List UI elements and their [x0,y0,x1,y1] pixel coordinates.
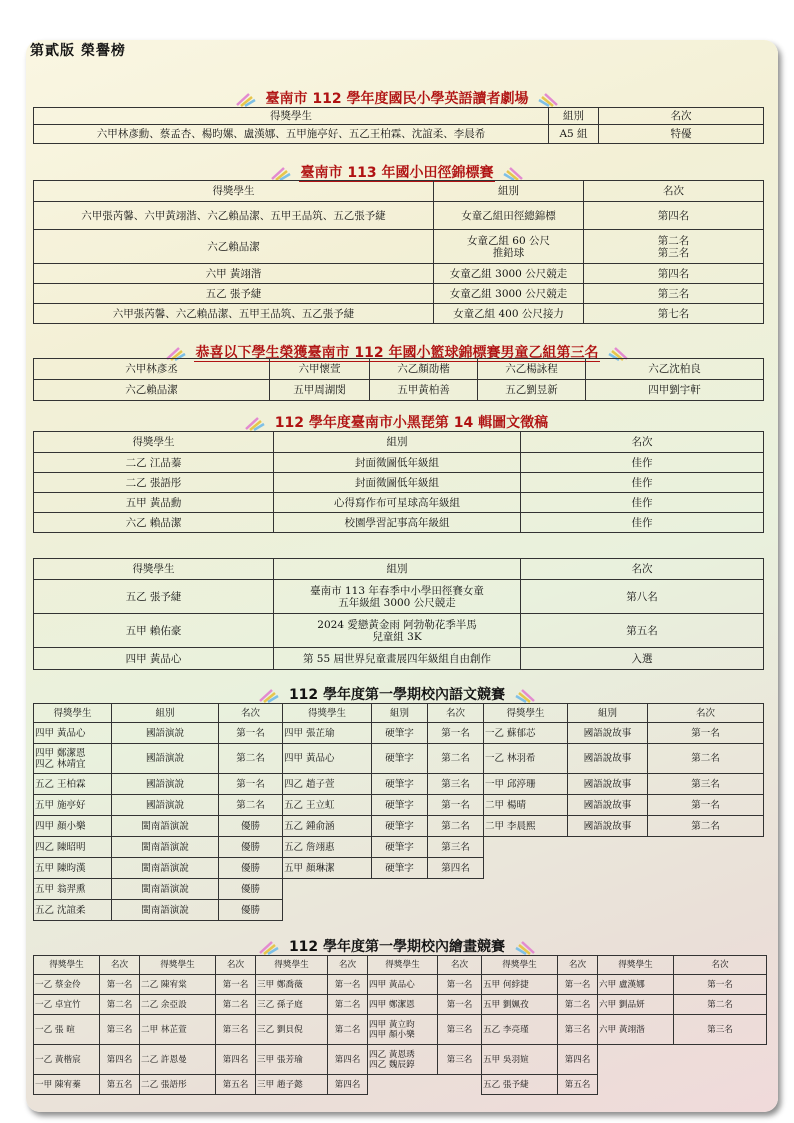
table-cell: 六甲 黃翊湝 [34,264,434,284]
table-cell: 四乙 黃恩琇 四乙 魏辰錞 [368,1045,438,1075]
table-cell: 硬筆字 [372,858,428,879]
header-cell: 組別 [568,704,648,723]
drawing-contest-table [33,955,767,1095]
table-cell: 六甲 盧漢娜 [598,975,674,995]
table-cell: 第二名 [328,995,368,1015]
table-cell: A5 組 [549,125,599,144]
table-cell: 第八名 [521,580,764,614]
table-cell: 四乙 趙子萱 [283,774,372,795]
table-cell: 四甲 黃品心 [283,744,372,774]
header-cell: 名次 [558,956,598,975]
table-row [34,1015,767,1045]
table-cell: 第一名 [648,795,764,816]
header-cell: 組別 [372,704,428,723]
section-title-text: 臺南市 113 年國小田徑錦標賽 [300,165,494,181]
table-cell: 四甲 黃品心 [34,648,274,670]
table-cell: 第五名 [558,1075,598,1095]
table-cell: 第二名 [216,995,256,1015]
table-cell: 五甲 何綍捷 [482,975,558,995]
header-cell: 名次 [584,181,764,202]
table-cell: 二甲 楊晴 [484,795,568,816]
table-cell: 五甲 吳羽媗 [482,1045,558,1075]
table-cell [283,879,372,900]
table-row [34,795,764,816]
table-cell: 六甲 劉品妍 [598,995,674,1015]
header-cell: 得獎學生 [484,704,568,723]
table-cell: 閩南語演說 [112,837,219,858]
header-cell: 名次 [521,432,764,453]
table-cell: 佳作 [521,473,764,493]
header-cell: 得獎學生 [256,956,328,975]
table-cell: 四甲 黃品心 [34,723,112,744]
section-title-text: 112 學年度第一學期校內語文競賽 [288,687,506,703]
table-cell: 第一名 [100,975,140,995]
table-cell: 第五名 [216,1075,256,1095]
table-cell: 國語演說 [112,723,219,744]
flower-icon [500,165,524,181]
table-cell: 五甲周湖閔 [270,380,370,401]
misc-awards-table [33,558,764,670]
table-cell: 硬筆字 [372,744,428,774]
table-cell [648,837,764,858]
header-cell: 得獎學生 [34,704,112,723]
table-cell: 第一名 [438,995,482,1015]
header-cell: 得獎學生 [140,956,216,975]
table-cell [598,1075,674,1095]
table-cell: 第三名 [438,1045,482,1075]
table-cell: 二甲 李晨熙 [484,816,568,837]
flower-icon [235,91,259,107]
table-cell: 五乙 王立虹 [283,795,372,816]
table-cell [648,900,764,921]
section-title-text: 112 學年度臺南市小黑琵第 14 輯圖文徵稿 [274,415,549,431]
table-cell: 第一名 [219,723,283,744]
table-cell: 第二名 [558,995,598,1015]
header-cell: 得獎學生 [368,956,438,975]
table-row [34,858,764,879]
table-cell: 五乙 張予緁 [34,284,434,304]
table-row [34,995,767,1015]
table-cell [598,1045,674,1075]
table-cell: 閩南語演說 [112,816,219,837]
table-row [34,744,764,774]
table-cell: 第二名 [674,995,767,1015]
table-cell [484,900,568,921]
header-cell: 名次 [100,956,140,975]
table-cell: 一甲 邱渟珊 [484,774,568,795]
track-field-table [33,180,764,324]
header-cell: 名次 [521,559,764,580]
table-cell: 二甲 林芷萱 [140,1015,216,1045]
table-cell: 佳作 [521,513,764,533]
table-cell [648,879,764,900]
table-cell: 國語說故事 [568,744,648,774]
table-cell: 六乙 賴品潔 [34,513,274,533]
table-cell: 一乙 黃楷宸 [34,1045,100,1075]
table-cell: 第二名 [648,816,764,837]
table-cell: 第二名 [428,744,484,774]
table-header-row [34,432,764,453]
section-title-text: 112 學年度第一學期校內繪畫競賽 [288,939,506,955]
table-cell: 五乙 詹翊惠 [283,837,372,858]
table-row [34,580,764,614]
table-cell: 第一名 [328,975,368,995]
table-cell [568,837,648,858]
table-cell: 一乙 張 暄 [34,1015,100,1045]
table-cell: 佳作 [521,453,764,473]
header-cell: 名次 [216,956,256,975]
table-cell: 女童乙組 400 公尺接力 [434,304,584,324]
header-cell: 得獎學生 [34,108,549,125]
basketball-table [33,358,764,401]
table-cell [568,900,648,921]
table-cell: 第二名 [328,1015,368,1045]
flower-icon [258,939,282,955]
table-cell: 五甲 陳昀漢 [34,858,112,879]
table-cell: 第二名 [100,995,140,1015]
table-cell: 第二名 [648,744,764,774]
table-cell: 第二名 [219,744,283,774]
table-cell [568,879,648,900]
flower-icon [512,687,536,703]
table-cell: 五甲黃柏善 [370,380,478,401]
table-cell [484,858,568,879]
table-cell: 國語說故事 [568,795,648,816]
header-cell: 名次 [428,704,484,723]
header-cell: 得獎學生 [34,181,434,202]
header-cell: 得獎學生 [34,432,274,453]
section-title-drawing-contest [0,936,794,956]
table-cell: 五甲 翁羿熏 [34,879,112,900]
table-cell: 六甲林彥勳、蔡孟杏、楊昀嫘、盧漢娜、五甲施亭好、五乙王柏霖、沈誼柔、李晨希 [34,125,549,144]
table-cell: 六乙賴品潔 [34,230,434,264]
table-cell: 二乙 張語彤 [140,1075,216,1095]
table-row [34,202,764,230]
table-cell: 一乙 林羽希 [484,744,568,774]
table-cell [428,900,484,921]
table-cell: 硬筆字 [372,795,428,816]
table-cell: 硬筆字 [372,774,428,795]
table-cell [674,1045,767,1075]
table-cell: 第一名 [428,723,484,744]
table-cell: 六甲張芮馨、六甲黃翊湝、六乙賴品潔、五甲王品筑、五乙張予緁 [34,202,434,230]
table-cell: 女童乙組 3000 公尺競走 [434,284,584,304]
table-row [34,879,764,900]
table-row [34,1045,767,1075]
table-cell: 第四名 [584,264,764,284]
table-cell: 第三名 [216,1015,256,1045]
english-theatre-table [33,107,764,144]
page-header-title: 第貳版 榮譽榜 [30,43,126,59]
header-cell: 得獎學生 [598,956,674,975]
table-cell: 佳作 [521,493,764,513]
table-cell: 二乙 許恩曼 [140,1045,216,1075]
table-row [34,493,764,513]
table-row [34,513,764,533]
table-cell: 五甲 劉姵孜 [482,995,558,1015]
table-cell: 第四名 [558,1045,598,1075]
table-cell: 一乙 蔡金伶 [34,975,100,995]
header-cell: 組別 [274,432,521,453]
table-cell: 優勝 [219,879,283,900]
table-row [34,473,764,493]
flower-icon [270,165,294,181]
table-row [34,264,764,284]
header-cell: 名次 [219,704,283,723]
table-cell: 四甲 張芷瑜 [283,723,372,744]
section-title-text: 恭喜以下學生榮獲臺南市 112 年國小籃球錦標賽男童乙組第三名 [195,345,599,361]
table-cell: 六甲林彥丞 [34,359,270,380]
table-cell: 第五名 [100,1075,140,1095]
table-cell: 第三名 [558,1015,598,1045]
table-cell: 五乙 沈誼柔 [34,900,112,921]
section-title-text: 臺南市 112 學年度國民小學英語讀者劇場 [265,91,529,107]
table-cell: 四甲劉宇軒 [586,380,764,401]
table-cell: 五乙 李亮瑾 [482,1015,558,1045]
table-cell: 特優 [599,125,764,144]
header-cell: 名次 [648,704,764,723]
table-cell: 第一名 [216,975,256,995]
table-cell: 第四名 [428,858,484,879]
table-cell: 六甲懷萱 [270,359,370,380]
table-cell [428,879,484,900]
table-cell [568,858,648,879]
table-row [34,816,764,837]
table-cell: 第一名 [558,975,598,995]
table-cell: 校園學習記事高年級組 [274,513,521,533]
table-cell: 硬筆字 [372,837,428,858]
table-cell: 四甲 鄭潔恩 [368,995,438,1015]
table-row [34,723,764,744]
table-cell: 第四名 [584,202,764,230]
table-header-row [34,559,764,580]
table-cell: 第三名 [428,774,484,795]
header-cell: 得獎學生 [482,956,558,975]
table-row [34,648,764,670]
table-cell: 二乙 陳宥棠 [140,975,216,995]
table-cell: 三甲 鄭喬薇 [256,975,328,995]
spoonbill-table [33,431,764,533]
table-row [34,614,764,648]
table-cell: 三甲 趙子懿 [256,1075,328,1095]
table-cell: 六甲 黃翊湝 [598,1015,674,1045]
table-cell: 四甲 黃品心 [368,975,438,995]
table-row [34,304,764,324]
table-cell: 第一名 [438,975,482,995]
table-row [34,125,764,144]
table-cell: 優勝 [219,816,283,837]
table-cell: 第一名 [648,723,764,744]
table-cell: 優勝 [219,837,283,858]
table-cell: 閩南語演說 [112,900,219,921]
table-cell: 第二名 [428,816,484,837]
table-cell: 第 55 屆世界兒童畫展四年級組自由創作 [274,648,521,670]
table-row [34,453,764,473]
table-cell: 五乙 王柏霖 [34,774,112,795]
table-cell: 五乙 鍾俞涵 [283,816,372,837]
table-cell: 第四名 [328,1045,368,1075]
table-cell: 第三名 [648,774,764,795]
table-cell [484,879,568,900]
table-cell: 第二名 [219,795,283,816]
table-cell: 第三名 [428,837,484,858]
header-cell: 得獎學生 [34,956,100,975]
table-cell: 四甲 鄭潔恩 四乙 林靖宜 [34,744,112,774]
table-cell [674,1075,767,1095]
table-cell: 一甲 陳宥蓁 [34,1075,100,1095]
table-cell: 五甲 施亭好 [34,795,112,816]
table-cell: 閩南語演說 [112,879,219,900]
table-cell: 第一名 [428,795,484,816]
table-cell: 三甲 張芳瑜 [256,1045,328,1075]
table-header-row [34,181,764,202]
table-cell: 封面徵圖低年級組 [274,453,521,473]
table-cell: 五甲 黃品勳 [34,493,274,513]
table-cell: 五甲 賴佑豪 [34,614,274,648]
header-cell: 組別 [112,704,219,723]
table-cell: 一乙 蘇郁芯 [484,723,568,744]
header-cell: 得獎學生 [34,559,274,580]
table-cell: 四甲 黃立昀 四甲 顏小樂 [368,1015,438,1045]
table-cell: 心得寫作布可星球高年級組 [274,493,521,513]
table-cell: 六甲張芮馨、六乙賴品潔、五甲王品筑、五乙張予緁 [34,304,434,324]
table-cell: 第一名 [674,975,767,995]
table-cell: 國語說故事 [568,816,648,837]
table-header-row [34,108,764,125]
table-cell: 二乙 余亞設 [140,995,216,1015]
section-title-english-theatre [0,88,794,108]
header-cell: 名次 [599,108,764,125]
table-header-row [34,956,767,975]
table-cell: 女童乙組 60 公尺 推鉛球 [434,230,584,264]
header-cell: 名次 [328,956,368,975]
table-cell: 三乙 劉貝倪 [256,1015,328,1045]
table-cell: 五乙 張予緁 [482,1075,558,1095]
table-cell: 閩南語演說 [112,858,219,879]
table-cell: 第五名 [521,614,764,648]
table-cell: 第四名 [328,1075,368,1095]
table-row [34,230,764,264]
table-cell: 硬筆字 [372,816,428,837]
table-cell: 五乙 張予緁 [34,580,274,614]
table-cell: 第四名 [216,1045,256,1075]
table-cell: 第二名 第三名 [584,230,764,264]
table-cell: 六乙沈柏良 [586,359,764,380]
table-row [34,380,764,401]
table-cell: 優勝 [219,858,283,879]
table-cell: 第四名 [100,1045,140,1075]
table-cell: 臺南市 113 年春季中小學田徑賽女童 五年級組 3000 公尺競走 [274,580,521,614]
table-cell [372,879,428,900]
table-cell: 四甲 顏小樂 [34,816,112,837]
table-cell: 封面徵圖低年級組 [274,473,521,493]
table-cell: 優勝 [219,900,283,921]
flower-icon [535,91,559,107]
table-row [34,837,764,858]
table-cell: 第三名 [100,1015,140,1045]
table-cell: 國語說故事 [568,723,648,744]
flower-icon [258,687,282,703]
table-row [34,284,764,304]
table-cell: 二乙 江品蓁 [34,453,274,473]
header-cell: 組別 [434,181,584,202]
table-cell: 女童乙組 3000 公尺競走 [434,264,584,284]
table-cell: 國語演說 [112,744,219,774]
table-cell: 硬筆字 [372,723,428,744]
table-cell: 第三名 [438,1015,482,1045]
table-cell: 國語演說 [112,774,219,795]
table-row [34,900,764,921]
table-cell [368,1075,438,1095]
section-title-spoonbill [0,412,794,432]
table-cell: 女童乙組田徑總錦標 [434,202,584,230]
table-cell [484,837,568,858]
table-cell [438,1075,482,1095]
table-header-row [34,704,764,723]
table-cell: 一乙 卓宜竹 [34,995,100,1015]
table-row [34,359,764,380]
table-cell: 六乙賴品潔 [34,380,270,401]
table-cell: 國語演說 [112,795,219,816]
language-contest-table [33,703,764,921]
table-row [34,975,767,995]
header-cell: 名次 [674,956,767,975]
table-cell: 五甲 顏琳潔 [283,858,372,879]
flower-icon [512,939,536,955]
header-cell: 組別 [549,108,599,125]
table-cell: 三乙 孫子庭 [256,995,328,1015]
table-cell: 第七名 [584,304,764,324]
table-cell: 第一名 [219,774,283,795]
table-cell: 二乙 張語彤 [34,473,274,493]
table-cell: 2024 愛戀黃金雨 阿勃勒花季半馬 兒童組 3K [274,614,521,648]
table-cell: 四乙 陳昭明 [34,837,112,858]
table-cell [283,900,372,921]
header-cell: 名次 [438,956,482,975]
table-cell: 五乙劉昱新 [478,380,586,401]
table-cell: 國語說故事 [568,774,648,795]
table-cell: 第三名 [584,284,764,304]
table-cell: 第三名 [674,1015,767,1045]
table-cell: 六乙楊詠程 [478,359,586,380]
flower-icon [244,415,268,431]
header-cell: 組別 [274,559,521,580]
table-cell [372,900,428,921]
section-title-language-contest [0,684,794,704]
table-cell: 六乙顏劭楷 [370,359,478,380]
section-title-track-field [0,162,794,182]
table-row [34,774,764,795]
header-cell: 得獎學生 [283,704,372,723]
table-cell: 入選 [521,648,764,670]
table-row [34,1075,767,1095]
table-cell [648,858,764,879]
